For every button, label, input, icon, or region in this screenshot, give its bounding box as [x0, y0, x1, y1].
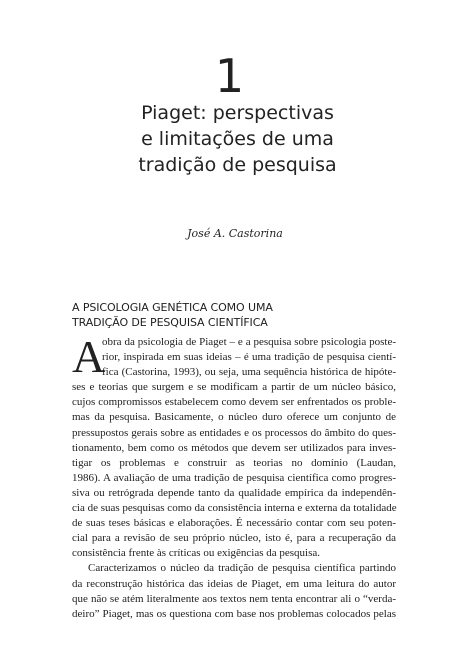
text-line: tionamento, bem como os métodos que devem ser utilizados para inves- — [72, 441, 396, 454]
text-line: Caracterizamos o núcleo da tradição de pesquisa científica partindo — [88, 562, 396, 575]
text-line: fica (Castorina, 1993), ou seja, uma sequência histórica de hipóte- — [102, 366, 396, 379]
chapter-title-line: e limitações de uma — [141, 128, 334, 150]
text-line: mas da pesquisa. Basicamente, o núcleo duro oferece um conjunto de — [72, 411, 396, 424]
body-text — [72, 331, 397, 622]
text-line: rior, inspirada em suas ideias – é uma tradição de pesquisa cientí- — [102, 351, 396, 364]
text-line: tigar os problemas e construir as teorias no domínio (Laudan, — [72, 456, 396, 469]
text-line: cial para a revisão de seu próprio núcleo, isto é, para a recuperação da — [72, 532, 396, 545]
chapter-title-line: Piaget: perspectivas — [141, 102, 334, 124]
text-line: que não se atém literalmente aos textos nem tenta encontrar ali o “verda- — [72, 592, 396, 605]
text-line: pressupostos gerais sobre as entidades e os processos do âmbito do ques- — [72, 426, 396, 439]
section-heading — [72, 300, 273, 330]
text-line: cujos compromissos estabelecem como devem ser enfrentados os proble- — [72, 396, 396, 409]
chapter-title — [0, 100, 459, 178]
chapter-author: José A. Castorina — [187, 227, 283, 240]
chapter-number: 1 — [214, 49, 245, 103]
text-line: da reconstrução histórica das ideias de Piaget, em uma leitura do autor — [72, 577, 396, 590]
chapter-title-line: tradição de pesquisa — [138, 154, 337, 176]
section-heading-line: TRADIÇÃO DE PESQUISA CIENTÍFICA — [72, 316, 268, 329]
text-line: consistência frente às críticas ou exigências da pesquisa. — [72, 547, 321, 560]
text-line: de suas teses básicas e elaborações. É necessário contar com seu poten- — [72, 517, 396, 530]
text-line: siva ou retrógrada depende tanto da qualidade empírica da independên- — [72, 486, 396, 499]
text-line: ses e teorias que surgem e se modificam a partir de um núcleo básico, — [72, 381, 396, 394]
drop-cap: A — [72, 331, 106, 382]
section-heading-line: A PSICOLOGIA GENÉTICA COMO UMA — [72, 301, 273, 314]
text-line: deiro” Piaget, mas os questiona com base nos problemas colocados pelas — [72, 607, 396, 620]
text-line: obra da psicologia de Piaget – e a pesquisa sobre psicologia poste- — [102, 336, 396, 348]
paragraph-1 — [72, 331, 397, 561]
text-line: 1986). A avaliação de uma tradição de pesquisa científica como progres- — [72, 471, 396, 484]
text-line: cia de suas pesquisas como da consistência interna e externa da totalidade — [72, 502, 397, 515]
paragraph-2 — [72, 561, 396, 621]
